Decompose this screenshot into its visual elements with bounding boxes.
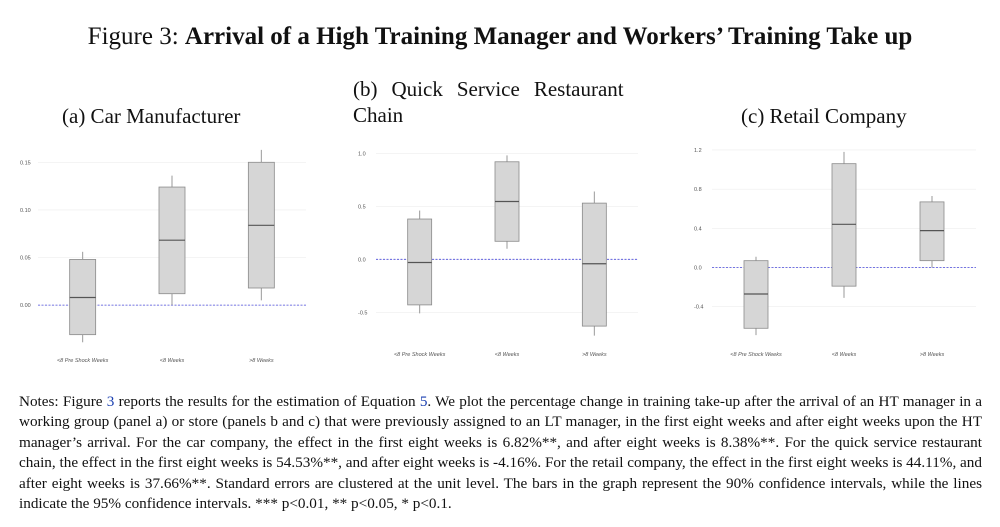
y-tick-label: 0.0: [694, 265, 702, 272]
x-category-label: >8 Weeks: [249, 358, 274, 364]
panel-a-title: (a) Car Manufacturer: [62, 104, 241, 128]
figure-title-text: Arrival of a High Training Manager and Workers’ Training Take up: [184, 23, 913, 50]
chart-car-manufacturer: [14, 140, 314, 368]
y-tick-label: 0.5: [358, 204, 366, 211]
y-tick-label: 0.4: [694, 226, 702, 233]
figure-title: [0, 22, 1000, 52]
y-tick-label: -0.4: [694, 304, 704, 311]
panel-b-title-word: (b): [353, 77, 378, 101]
x-category-label: <8 Weeks: [159, 358, 185, 364]
x-category-label: <8 Pre Shock Weeks: [730, 352, 782, 358]
x-category-label: >8 Weeks: [919, 352, 945, 358]
ci90-box: [582, 203, 606, 326]
panel-b-title-line2: Chain: [353, 103, 404, 127]
panel-b-title-word: Quick: [391, 77, 443, 101]
panel-b-title: [353, 76, 653, 128]
chart-a-svg: [14, 140, 314, 368]
x-category-label: <8 Pre Shock Weeks: [56, 358, 109, 364]
y-tick-label: 0.00: [20, 303, 31, 310]
figure-reference-link[interactable]: 3: [106, 393, 115, 410]
y-tick-label: -0.5: [358, 310, 368, 317]
chart-c-svg: [690, 140, 986, 368]
x-category-label: >8 Weeks: [582, 352, 607, 358]
notes-prefix: Notes: Figure: [19, 393, 107, 410]
x-category-label: <8 Pre Shock Weeks: [393, 352, 446, 358]
equation-reference-link[interactable]: 5: [419, 393, 428, 410]
notes-mid: reports the results for the estimation of Equation: [114, 393, 420, 410]
figure-label: Figure 3:: [87, 23, 179, 50]
panel-b-title-word: Service: [456, 77, 520, 101]
x-category-label: <8 Weeks: [494, 352, 520, 358]
notes-body: . We plot the percentage change in training take-up after the arrival of an HT manager in a working group (panel a) or store (panels b and c) that were previously assigned to an LT manager, in the first eight weeks and after eight weeks upon the HT manager’s arrival. For the car company, the effect in the first eight weeks is 6.82%**, and after eight weeks is 8.38%**. For the quick service restaurant chain, the effect in the first eight weeks is 54.53%**, and after eight weeks is -4.16%. For the retail company, the effect in the first eight weeks is 44.11%, and after eight weeks is 37.66%**. Standard errors are clustered at the unit level. The bars in the graph represent the 90% confidence intervals, while the lines indicate the 95% confidence intervals. *** p<0.01, ** p<0.05, * p<0.1.: [19, 393, 982, 513]
chart-quick-service-restaurant: [350, 140, 650, 368]
y-tick-label: 0.15: [20, 160, 31, 167]
figure-notes: [19, 392, 982, 514]
y-tick-label: 0.10: [20, 207, 31, 214]
chart-b-svg: [350, 140, 650, 368]
y-tick-label: 0.05: [20, 255, 31, 262]
ci90-box: [920, 202, 944, 261]
y-tick-label: 1.2: [694, 147, 702, 154]
panel-b-title-word: Restaurant: [533, 77, 624, 101]
y-tick-label: 0.8: [694, 187, 702, 194]
y-tick-label: 1.0: [358, 151, 366, 158]
x-category-label: <8 Weeks: [831, 352, 857, 358]
chart-retail-company: [690, 140, 986, 368]
y-tick-label: 0.0: [358, 257, 366, 264]
panel-c-title: (c) Retail Company: [741, 104, 907, 128]
